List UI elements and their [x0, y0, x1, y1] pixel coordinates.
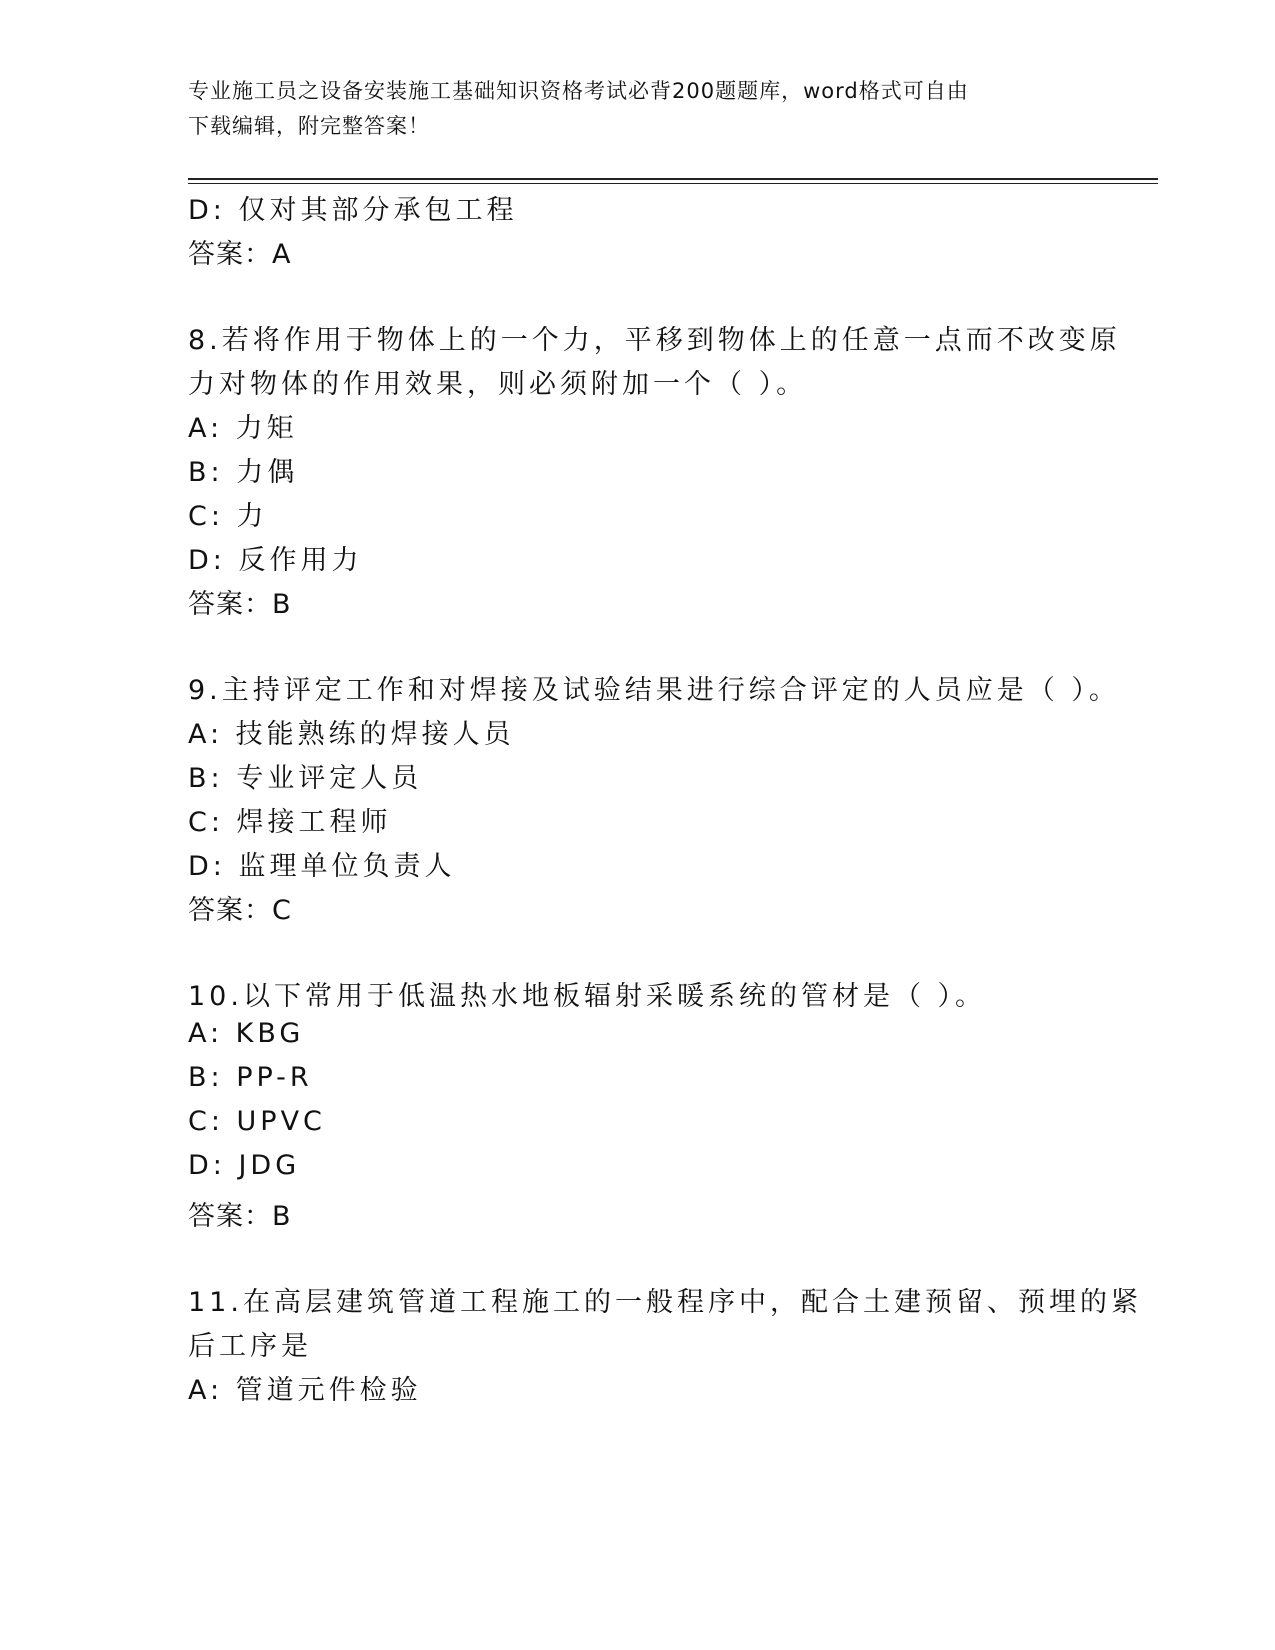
- q9-option-a: A: 技能熟练的焊接人员: [188, 719, 515, 750]
- q8-answer: 答案：B: [188, 589, 292, 620]
- q9-option-b: B: 专业评定人员: [188, 763, 423, 794]
- header-divider-bottom: [188, 183, 1158, 184]
- q7-answer: 答案：A: [188, 239, 292, 270]
- q9-option-c: C: 焊接工程师: [188, 807, 392, 838]
- q9-answer: 答案：C: [188, 895, 292, 926]
- q8-option-c: C: 力: [188, 501, 268, 532]
- q7-option-d: D: 仅对其部分承包工程: [188, 195, 518, 226]
- q8-option-d: D: 反作用力: [188, 545, 363, 576]
- q8-stem-line-2: 力对物体的作用效果，则必须附加一个（ ）。: [188, 369, 808, 400]
- q8-option-a: A: 力矩: [188, 413, 298, 444]
- header-title-line-1: 专业施工员之设备安装施工基础知识资格考试必背200题题库，word格式可自由: [188, 79, 969, 103]
- q10-option-a: A: KBG: [188, 1018, 305, 1049]
- q8-option-b: B: 力偶: [188, 457, 299, 488]
- q10-option-c: C: UPVC: [188, 1106, 326, 1137]
- q11-option-a: A: 管道元件检验: [188, 1375, 422, 1406]
- q9-option-d: D: 监理单位负责人: [188, 851, 456, 882]
- q8-stem-line-1: 8.若将作用于物体上的一个力，平移到物体上的任意一点而不改变原: [188, 325, 1121, 356]
- q10-option-b: B: PP-R: [188, 1062, 313, 1093]
- document-header: [188, 74, 1068, 144]
- header-divider-top: [188, 178, 1158, 180]
- q10-option-d: D: JDG: [188, 1150, 301, 1181]
- q10-answer: 答案：B: [188, 1201, 292, 1232]
- q9-stem: 9.主持评定工作和对焊接及试验结果进行综合评定的人员应是（ ）。: [188, 675, 1120, 706]
- q11-stem-line-2: 后工序是: [188, 1331, 312, 1362]
- q11-stem-line-1: 11.在高层建筑管道工程施工的一般程序中，配合土建预留、预埋的紧: [188, 1287, 1142, 1318]
- q10-stem: 10.以下常用于低温热水地板辐射采暖系统的管材是（ ）。: [188, 981, 987, 1012]
- header-title-line-2: 下载编辑，附完整答案！: [188, 114, 430, 138]
